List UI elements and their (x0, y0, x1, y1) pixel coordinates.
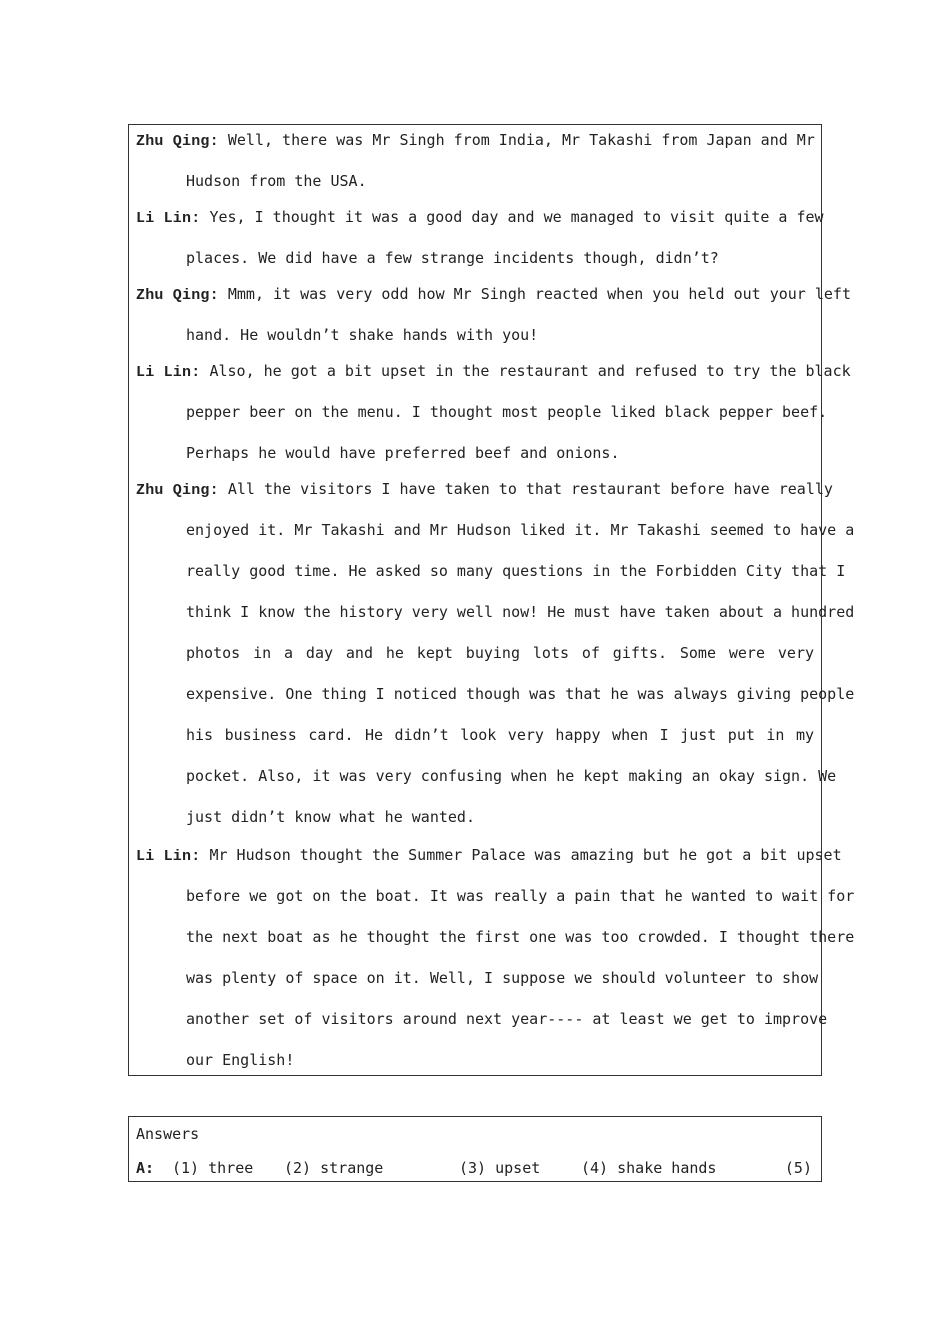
dialogue-line: his business card. He didn’t look very happy when I just put in my (186, 726, 814, 744)
dialogue-line: Mmm, it was very odd how Mr Singh reacted when you held out your left (227, 285, 851, 303)
dialogue-line: before we got on the boat. It was really a pain that he wanted to wait for (186, 887, 855, 905)
speaker-name: Li Lin: (136, 210, 201, 227)
dialogue-line: the next boat as he thought the first one was too crowded. I thought there (186, 928, 855, 946)
speaker-name: Li Lin: (136, 364, 201, 381)
dialogue-line: Also, he got a bit upset in the restaurant and refused to try the black (209, 362, 851, 380)
dialogue-line: Hudson from the USA. (186, 172, 367, 190)
answer-item: (5) (784, 1159, 812, 1177)
dialogue-line: was plenty of space on it. Well, I suppose we should volunteer to show (186, 969, 819, 987)
answers-box (128, 1116, 822, 1182)
dialogue-line: think I know the history very well now! He must have taken about a hundred (186, 603, 855, 621)
dialogue-paragraph (136, 279, 851, 361)
dialogue-paragraph (136, 356, 851, 479)
dialogue-line: expensive. One thing I noticed though was that he was always giving people (186, 685, 855, 703)
dialogue-paragraph (136, 840, 855, 1086)
dialogue-paragraph (136, 474, 855, 843)
answer-section-label: A: (136, 1159, 155, 1177)
dialogue-line: Well, there was Mr Singh from India, Mr Takashi from Japan and Mr (227, 131, 815, 149)
dialogue-line: Perhaps he would have preferred beef and onions. (186, 444, 620, 462)
dialogue-line: Yes, I thought it was a good day and we managed to visit quite a few (209, 208, 824, 226)
dialogue-line: enjoyed it. Mr Takashi and Mr Hudson liked it. Mr Takashi seemed to have a (186, 521, 855, 539)
dialogue-line: our English! (186, 1051, 295, 1069)
dialogue-paragraph (136, 202, 824, 284)
dialogue-line: just didn’t know what he wanted. (186, 808, 475, 826)
speaker-name: Zhu Qing: (136, 133, 219, 150)
answers-row (136, 1159, 814, 1179)
dialogue-line: All the visitors I have taken to that restaurant before have really (227, 480, 833, 498)
answer-item: (1) three (172, 1159, 254, 1177)
dialogue-box (128, 124, 855, 1076)
dialogue-paragraph (136, 125, 814, 207)
dialogue-line: pocket. Also, it was very confusing when he kept making an okay sign. We (186, 767, 837, 785)
dialogue-line: pepper beer on the menu. I thought most people liked black pepper beef. (186, 403, 828, 421)
speaker-name: Li Lin: (136, 848, 201, 865)
dialogue-line: Mr Hudson thought the Summer Palace was amazing but he got a bit upset (209, 846, 842, 864)
speaker-name: Zhu Qing: (136, 482, 219, 499)
answers-heading: Answers (136, 1125, 200, 1143)
dialogue-line: places. We did have a few strange incidents though, didn’t? (186, 249, 719, 267)
speaker-name: Zhu Qing: (136, 287, 219, 304)
dialogue-line: another set of visitors around next year---- at least we get to improve (186, 1010, 828, 1028)
dialogue-line: photos in a day and he kept buying lots of gifts. Some were very (186, 644, 814, 662)
answer-item: (3) upset (459, 1159, 541, 1177)
dialogue-line: hand. He wouldn’t shake hands with you! (186, 326, 539, 344)
dialogue-line: really good time. He asked so many questions in the Forbidden City that I (186, 562, 846, 580)
answer-item: (4) shake hands (581, 1159, 717, 1177)
answer-item: (2) strange (284, 1159, 384, 1177)
